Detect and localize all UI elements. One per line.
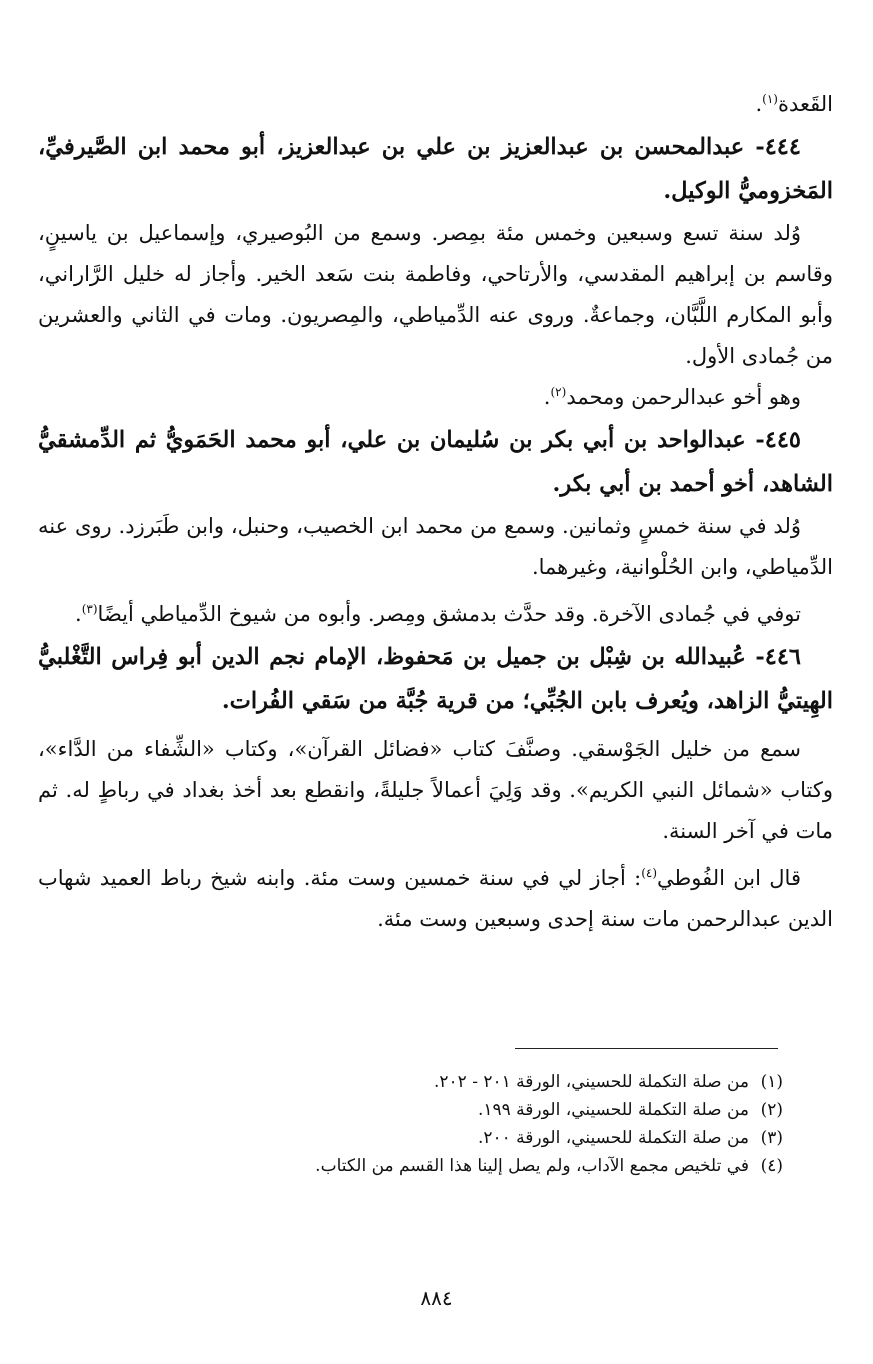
- entry-444-para-2-text: وهو أخو عبدالرحمن ومحمد: [566, 385, 801, 409]
- entry-445-number: ٤٤٥-: [755, 427, 801, 453]
- footnote-text: من صلة التكملة للحسيني، الورقة ٢٠٠.: [477, 1128, 749, 1148]
- footnote-number: (١): [760, 1072, 783, 1092]
- intro-end: .: [755, 92, 763, 116]
- footnote-ref-2[interactable]: (٢): [550, 385, 567, 399]
- entry-446-number: ٤٤٦-: [755, 644, 802, 670]
- entry-446-para-2-rest: : أجاز لي في سنة خمسين وست مئة. وابنه شيخ رباط العميد شهاب الدين عبدالرحمن مات سنة إحدى وسبعين وست مئة.: [38, 866, 833, 931]
- entry-444-number: ٤٤٤-: [755, 134, 801, 160]
- entry-445-title: عبدالواحد بن أبي بكر بن سُليمان بن علي، أبو محمد الحَمَويُّ ثم الدِّمشقيُّ الشاهد، أخو أحمد بن أبي بكر.: [38, 427, 833, 497]
- entry-446-para-2: [38, 858, 833, 940]
- footnote-text: في تلخيص مجمع الآداب، ولم يصل إلينا هذا القسم من الكتاب.: [315, 1156, 749, 1176]
- entry-445-heading: [38, 418, 833, 506]
- intro-line: [38, 84, 833, 125]
- entry-445-para-2: [38, 594, 833, 635]
- intro-text: القَعدة: [777, 92, 833, 116]
- footnote-ref-3[interactable]: (٣): [81, 602, 98, 616]
- entry-444-para-1: وُلد سنة تسع وسبعين وخمس مئة بمِصر. وسمع من البُوصيري، وإسماعيل بن ياسينٍ، وقاسم بن إبراهيم المقدسي، والأرتاحي، وفاطمة بنت سَعد الخير. وأجاز له خليل الرَّاراني، وأبو المكارم اللَّبَّان، وجماعةٌ. وروى عنه الدِّمياطي، والمِصريون. ومات في الثاني والعشرين من جُمادى الأول.: [38, 221, 833, 368]
- entry-444-title: عبدالمحسن بن عبدالعزيز بن علي بن عبدالعزيز، أبو محمد ابن الصَّيرفيِّ، المَخزوميُّ الوكيل.: [38, 134, 833, 204]
- entry-444-heading: [38, 125, 833, 213]
- footnote-text: من صلة التكملة للحسيني، الورقة ١٩٩.: [477, 1100, 749, 1120]
- footnote-text: من صلة التكملة للحسيني، الورقة ٢٠١ - ٢٠٢.: [433, 1072, 749, 1092]
- footnote-ref-1[interactable]: (١): [762, 92, 778, 106]
- main-text: [38, 84, 833, 940]
- entry-445-para-2-end: .: [75, 602, 82, 626]
- footnote-1: [40, 1068, 783, 1096]
- entry-445-para-2-text: توفي في جُمادى الآخرة. وقد حدَّث بدمشق ومِصر. وأبوه من شيوخ الدِّمياطي أيضًا: [97, 602, 801, 626]
- entry-446-title: عُبيدالله بن شِبْل بن جميل بن مَحفوظ، الإمام نجم الدين أبو فِراس التَّغْلبيُّ الهِيتيُّ الزاهد، ويُعرف بابن الجُبِّي؛ من قرية جُبَّة من سَقي الفُرات.: [38, 644, 833, 714]
- footnote-3: [40, 1124, 783, 1152]
- footnote-4: [40, 1152, 783, 1180]
- entry-444-para-2-end: .: [543, 385, 551, 409]
- footnote-number: (٢): [760, 1100, 783, 1120]
- page-number: ٨٨٤: [420, 1286, 453, 1310]
- entry-446-heading: [38, 635, 833, 723]
- footnote-number: (٤): [760, 1156, 783, 1176]
- entry-444-para-2: [38, 377, 833, 418]
- footnote-number: (٣): [760, 1128, 783, 1148]
- footnote-divider: [515, 1048, 778, 1049]
- footnote-ref-4[interactable]: (٤): [641, 866, 658, 880]
- entry-445-para-1: وُلد في سنة خمسٍ وثمانين. وسمع من محمد ابن الخصيب، وحنبل، وابن طَبَرزد. روى عنه الدِّمياطي، وابن الحُلْوانية، وغيرهما.: [38, 514, 833, 579]
- footnote-2: [40, 1096, 783, 1124]
- entry-446-para-1: سمع من خليل الجَوْسقي. وصنَّفَ كتاب «فضائل القرآن»، وكتاب «الشِّفاء من الدَّاء»، وكتاب «شمائل النبي الكريم». وقد وَلِيَ أعمالاً جليلةً، وانقطع بعد أخذ بغداد في رباطٍ له. ثم مات في آخر السنة.: [38, 737, 833, 843]
- footnotes-section: [40, 1068, 783, 1180]
- entry-446-para-2-start: قال ابن الفُوطي: [657, 866, 801, 890]
